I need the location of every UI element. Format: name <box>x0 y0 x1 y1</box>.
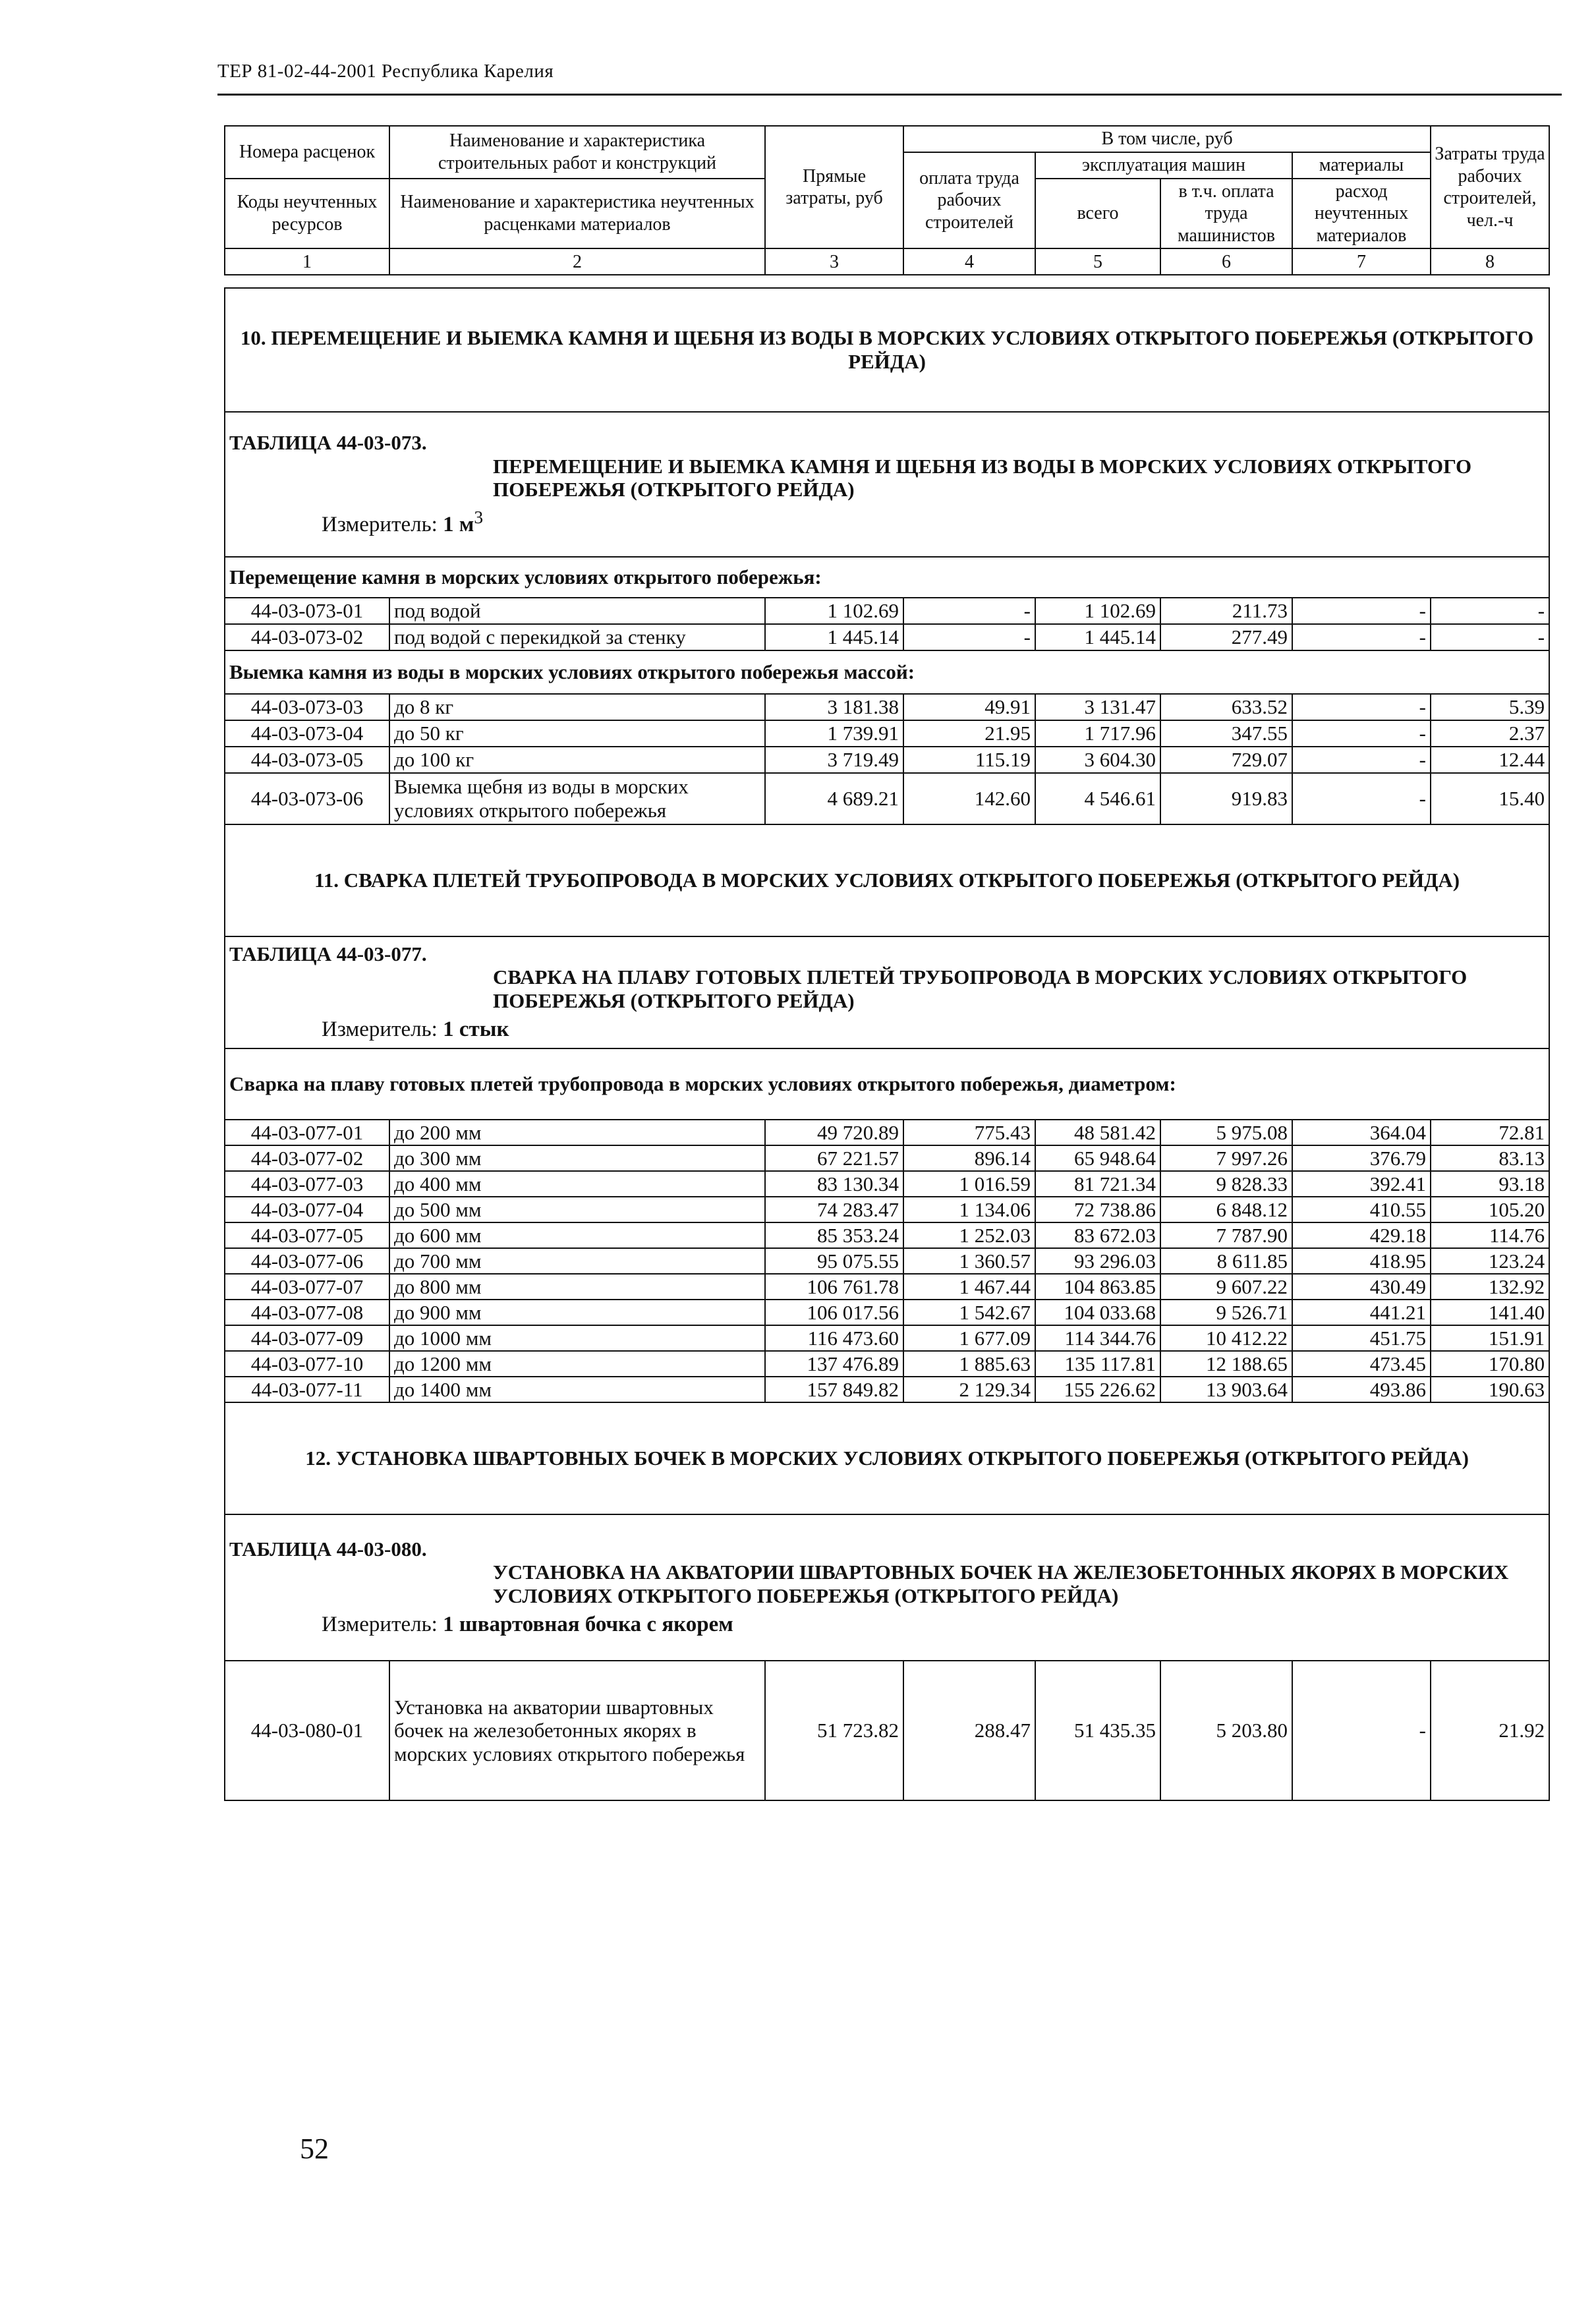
table-44-03-080-caption <box>225 1514 1549 1661</box>
work-name: до 500 мм <box>389 1197 765 1222</box>
labor-costs: 114.76 <box>1431 1222 1549 1248</box>
wage-workers: 1 677.09 <box>903 1325 1035 1351</box>
header-unaccounted-materials: расход неучтенных материалов <box>1292 179 1431 249</box>
wage-workers: 1 542.67 <box>903 1300 1035 1325</box>
direct-costs: 4 689.21 <box>765 773 903 824</box>
header-rates-numbers: Номера расценок <box>225 126 389 179</box>
measure-unit: Измеритель: 1 швартовная бочка с якорем <box>322 1613 733 1637</box>
machines-total: 51 435.35 <box>1035 1661 1160 1800</box>
rate-code: 44-03-073-03 <box>225 694 389 720</box>
materials-cost: 429.18 <box>1292 1222 1431 1248</box>
rate-code: 44-03-077-09 <box>225 1325 389 1351</box>
machinist-wage: 919.83 <box>1160 773 1292 824</box>
table-row <box>225 1351 1549 1377</box>
labor-costs: 21.92 <box>1431 1661 1549 1800</box>
labor-costs: 141.40 <box>1431 1300 1549 1325</box>
machines-total: 135 117.81 <box>1035 1351 1160 1377</box>
direct-costs: 95 075.55 <box>765 1248 903 1274</box>
table-row <box>225 747 1549 773</box>
rate-code: 44-03-077-11 <box>225 1377 389 1402</box>
table-row <box>225 1377 1549 1402</box>
measure-unit: Измеритель: 1 $м^3$ <box>322 506 484 536</box>
work-name: до 900 мм <box>389 1300 765 1325</box>
labor-costs: 15.40 <box>1431 773 1549 824</box>
materials-cost: - <box>1292 624 1431 650</box>
labor-costs: 123.24 <box>1431 1248 1549 1274</box>
machines-total: 93 296.03 <box>1035 1248 1160 1274</box>
materials-cost: - <box>1292 773 1431 824</box>
machines-total: 114 344.76 <box>1035 1325 1160 1351</box>
materials-cost: 376.79 <box>1292 1145 1431 1171</box>
header-resource-codes: Коды неучтенных ресурсов <box>225 179 389 249</box>
work-name: до 700 мм <box>389 1248 765 1274</box>
wage-workers: 1 885.63 <box>903 1351 1035 1377</box>
column-number: 1 <box>225 248 389 275</box>
direct-costs: 106 761.78 <box>765 1274 903 1300</box>
labor-costs: 12.44 <box>1431 747 1549 773</box>
header-including: В том числе, руб <box>903 126 1431 152</box>
materials-cost: - <box>1292 1661 1431 1800</box>
wage-workers: 1 016.59 <box>903 1171 1035 1197</box>
section-11-title: 11. СВАРКА ПЛЕТЕЙ ТРУБОПРОВОДА В МОРСКИХ УСЛОВИЯХ ОТКРЫТОГО ПОБЕРЕЖЬЯ (ОТКРЫТОГО РЕЙДА) <box>225 824 1549 936</box>
wage-workers: 142.60 <box>903 773 1035 824</box>
labor-costs: - <box>1431 624 1549 650</box>
table-row <box>225 720 1549 747</box>
direct-costs: 157 849.82 <box>765 1377 903 1402</box>
machinist-wage: 13 903.64 <box>1160 1377 1292 1402</box>
group-heading: Сварка на плаву готовых плетей трубопровода в морских условиях открытого побережья, диаметром: <box>225 1048 1549 1120</box>
labor-costs: 190.63 <box>1431 1377 1549 1402</box>
work-name: Установка на акватории швартовных бочек на железобетонных якорях в морских условиях открытого побережья <box>389 1661 765 1800</box>
machines-total: 155 226.62 <box>1035 1377 1160 1402</box>
rate-code: 44-03-077-02 <box>225 1145 389 1171</box>
table-row <box>225 1222 1549 1248</box>
rate-code: 44-03-073-04 <box>225 720 389 747</box>
direct-costs: 3 181.38 <box>765 694 903 720</box>
machines-total: 4 546.61 <box>1035 773 1160 824</box>
machinist-wage: 211.73 <box>1160 598 1292 624</box>
machines-total: 3 131.47 <box>1035 694 1160 720</box>
rate-code: 44-03-077-01 <box>225 1120 389 1145</box>
wage-workers: 115.19 <box>903 747 1035 773</box>
machinist-wage: 9 828.33 <box>1160 1171 1292 1197</box>
rates-table <box>224 287 1550 1801</box>
machinist-wage: 9 607.22 <box>1160 1274 1292 1300</box>
table-row <box>225 1274 1549 1300</box>
rate-code: 44-03-073-05 <box>225 747 389 773</box>
direct-costs: 67 221.57 <box>765 1145 903 1171</box>
work-name: до 1200 мм <box>389 1351 765 1377</box>
rate-code: 44-03-077-06 <box>225 1248 389 1274</box>
machines-total: 3 604.30 <box>1035 747 1160 773</box>
table-row <box>225 624 1549 650</box>
materials-cost: 410.55 <box>1292 1197 1431 1222</box>
labor-costs: 170.80 <box>1431 1351 1549 1377</box>
column-number: 3 <box>765 248 903 275</box>
wage-workers: 288.47 <box>903 1661 1035 1800</box>
direct-costs: 1 739.91 <box>765 720 903 747</box>
machines-total: 1 445.14 <box>1035 624 1160 650</box>
materials-cost: 418.95 <box>1292 1248 1431 1274</box>
labor-costs: 105.20 <box>1431 1197 1549 1222</box>
wage-workers: 1 360.57 <box>903 1248 1035 1274</box>
wage-workers: - <box>903 598 1035 624</box>
wage-workers: - <box>903 624 1035 650</box>
rate-code: 44-03-077-04 <box>225 1197 389 1222</box>
machines-total: 83 672.03 <box>1035 1222 1160 1248</box>
direct-costs: 49 720.89 <box>765 1120 903 1145</box>
work-name: под водой <box>389 598 765 624</box>
column-number: 4 <box>903 248 1035 275</box>
table-row <box>225 1300 1549 1325</box>
running-header: ТЕР 81-02-44-2001 Республика Карелия <box>217 61 554 82</box>
wage-workers: 49.91 <box>903 694 1035 720</box>
table-row <box>225 1145 1549 1171</box>
header-wage-workers: оплата труда рабочих строителей <box>903 152 1035 248</box>
wage-workers: 2 129.34 <box>903 1377 1035 1402</box>
table-row <box>225 773 1549 824</box>
labor-costs: 2.37 <box>1431 720 1549 747</box>
labor-costs: 83.13 <box>1431 1145 1549 1171</box>
header-machines-total: всего <box>1035 179 1160 249</box>
work-name: до 600 мм <box>389 1222 765 1248</box>
work-name: до 400 мм <box>389 1171 765 1197</box>
machinist-wage: 729.07 <box>1160 747 1292 773</box>
rate-code: 44-03-073-02 <box>225 624 389 650</box>
materials-cost: 473.45 <box>1292 1351 1431 1377</box>
machinist-wage: 10 412.22 <box>1160 1325 1292 1351</box>
column-number: 8 <box>1431 248 1549 275</box>
work-name: до 8 кг <box>389 694 765 720</box>
direct-costs: 137 476.89 <box>765 1351 903 1377</box>
work-name: под водой с перекидкой за стенку <box>389 624 765 650</box>
materials-cost: 441.21 <box>1292 1300 1431 1325</box>
header-direct-costs: Прямые затраты, руб <box>765 126 903 248</box>
table-title: УСТАНОВКА НА АКВАТОРИИ ШВАРТОВНЫХ БОЧЕК НА ЖЕЛЕЗОБЕТОННЫХ ЯКОРЯХ В МОРСКИХ УСЛОВИЯХ ОТКРЫТОГО ПОБЕРЕЖЬЯ (ОТКРЫТОГО РЕЙДА) <box>493 1561 1509 1607</box>
machines-total: 1 102.69 <box>1035 598 1160 624</box>
labor-costs: 72.81 <box>1431 1120 1549 1145</box>
rate-code: 44-03-077-03 <box>225 1171 389 1197</box>
measure-unit: Измеритель: 1 стык <box>322 1017 509 1042</box>
header-machine-operation: эксплуатация машин <box>1035 152 1292 179</box>
wage-workers: 775.43 <box>903 1120 1035 1145</box>
table-label: ТАБЛИЦА 44-03-073. <box>229 431 427 455</box>
materials-cost: - <box>1292 694 1431 720</box>
wage-workers: 1 252.03 <box>903 1222 1035 1248</box>
direct-costs: 74 283.47 <box>765 1197 903 1222</box>
work-name: до 800 мм <box>389 1274 765 1300</box>
group-heading: Перемещение камня в морских условиях открытого побережья: <box>225 557 1549 598</box>
machinist-wage: 7 997.26 <box>1160 1145 1292 1171</box>
machinist-wage: 9 526.71 <box>1160 1300 1292 1325</box>
column-header-table <box>224 125 1550 275</box>
header-material-name: Наименование и характеристика неучтенных расценками материалов <box>389 179 765 249</box>
materials-cost: - <box>1292 720 1431 747</box>
machines-total: 81 721.34 <box>1035 1171 1160 1197</box>
header-work-name: Наименование и характеристика строительных работ и конструкций <box>389 126 765 179</box>
table-row <box>225 1661 1549 1800</box>
machines-total: 48 581.42 <box>1035 1120 1160 1145</box>
direct-costs: 106 017.56 <box>765 1300 903 1325</box>
table-row <box>225 694 1549 720</box>
work-name: до 100 кг <box>389 747 765 773</box>
column-number: 6 <box>1160 248 1292 275</box>
wage-workers: 21.95 <box>903 720 1035 747</box>
machines-total: 1 717.96 <box>1035 720 1160 747</box>
wage-workers: 1 467.44 <box>903 1274 1035 1300</box>
rate-code: 44-03-077-08 <box>225 1300 389 1325</box>
column-numbers-row <box>225 248 1549 275</box>
table-44-03-077-caption <box>225 936 1549 1048</box>
materials-cost: - <box>1292 598 1431 624</box>
machinist-wage: 6 848.12 <box>1160 1197 1292 1222</box>
table-title: ПЕРЕМЕЩЕНИЕ И ВЫЕМКА КАМНЯ И ЩЕБНЯ ИЗ ВОДЫ В МОРСКИХ УСЛОВИЯХ ОТКРЫТОГО ПОБЕРЕЖЬЯ (ОТКРЫТОГО РЕЙДА) <box>493 454 1472 501</box>
materials-cost: 364.04 <box>1292 1120 1431 1145</box>
materials-cost: 430.49 <box>1292 1274 1431 1300</box>
machinist-wage: 347.55 <box>1160 720 1292 747</box>
rate-code: 44-03-080-01 <box>225 1661 389 1800</box>
wage-workers: 1 134.06 <box>903 1197 1035 1222</box>
work-name: до 1400 мм <box>389 1377 765 1402</box>
labor-costs: 151.91 <box>1431 1325 1549 1351</box>
header-rule <box>217 94 1562 96</box>
section-12-title: 12. УСТАНОВКА ШВАРТОВНЫХ БОЧЕК В МОРСКИХ УСЛОВИЯХ ОТКРЫТОГО ПОБЕРЕЖЬЯ (ОТКРЫТОГО РЕЙДА) <box>225 1402 1549 1514</box>
work-name: до 1000 мм <box>389 1325 765 1351</box>
direct-costs: 83 130.34 <box>765 1171 903 1197</box>
machines-total: 104 033.68 <box>1035 1300 1160 1325</box>
materials-cost: 451.75 <box>1292 1325 1431 1351</box>
work-name: до 200 мм <box>389 1120 765 1145</box>
machines-total: 65 948.64 <box>1035 1145 1160 1171</box>
page-number: 52 <box>300 2133 329 2165</box>
work-name: до 300 мм <box>389 1145 765 1171</box>
section-10-title: 10. ПЕРЕМЕЩЕНИЕ И ВЫЕМКА КАМНЯ И ЩЕБНЯ ИЗ ВОДЫ В МОРСКИХ УСЛОВИЯХ ОТКРЫТОГО ПОБЕРЕЖЬЯ (ОТКРЫТОГО РЕЙДА) <box>225 288 1549 412</box>
table-row <box>225 1171 1549 1197</box>
materials-cost: 392.41 <box>1292 1171 1431 1197</box>
table-label: ТАБЛИЦА 44-03-080. <box>229 1537 427 1561</box>
header-machinist-wage: в т.ч. оплата труда машинистов <box>1160 179 1292 249</box>
direct-costs: 51 723.82 <box>765 1661 903 1800</box>
table-44-03-073-caption <box>225 412 1549 557</box>
machinist-wage: 277.49 <box>1160 624 1292 650</box>
header-labor-costs: Затраты труда рабочих строителей, чел.-ч <box>1431 126 1549 248</box>
direct-costs: 85 353.24 <box>765 1222 903 1248</box>
labor-costs: - <box>1431 598 1549 624</box>
table-label: ТАБЛИЦА 44-03-077. <box>229 942 427 965</box>
header-materials: материалы <box>1292 152 1431 179</box>
direct-costs: 1 102.69 <box>765 598 903 624</box>
direct-costs: 1 445.14 <box>765 624 903 650</box>
column-number: 7 <box>1292 248 1431 275</box>
table-row <box>225 1248 1549 1274</box>
machinist-wage: 5 203.80 <box>1160 1661 1292 1800</box>
machines-total: 104 863.85 <box>1035 1274 1160 1300</box>
rate-code: 44-03-073-06 <box>225 773 389 824</box>
rate-code: 44-03-077-07 <box>225 1274 389 1300</box>
materials-cost: 493.86 <box>1292 1377 1431 1402</box>
machinist-wage: 7 787.90 <box>1160 1222 1292 1248</box>
table-row <box>225 1120 1549 1145</box>
direct-costs: 116 473.60 <box>765 1325 903 1351</box>
work-name: Выемка щебня из воды в морских условиях открытого побережья <box>389 773 765 824</box>
rate-code: 44-03-073-01 <box>225 598 389 624</box>
group-heading: Выемка камня из воды в морских условиях открытого побережья массой: <box>225 650 1549 694</box>
machinist-wage: 8 611.85 <box>1160 1248 1292 1274</box>
labor-costs: 5.39 <box>1431 694 1549 720</box>
rate-code: 44-03-077-05 <box>225 1222 389 1248</box>
machinist-wage: 633.52 <box>1160 694 1292 720</box>
table-row <box>225 1325 1549 1351</box>
machines-total: 72 738.86 <box>1035 1197 1160 1222</box>
machinist-wage: 5 975.08 <box>1160 1120 1292 1145</box>
table-title: СВАРКА НА ПЛАВУ ГОТОВЫХ ПЛЕТЕЙ ТРУБОПРОВОДА В МОРСКИХ УСЛОВИЯХ ОТКРЫТОГО ПОБЕРЕЖЬЯ (ОТКРЫТОГО РЕЙДА) <box>493 965 1468 1012</box>
work-name: до 50 кг <box>389 720 765 747</box>
column-number: 2 <box>389 248 765 275</box>
materials-cost: - <box>1292 747 1431 773</box>
wage-workers: 896.14 <box>903 1145 1035 1171</box>
machinist-wage: 12 188.65 <box>1160 1351 1292 1377</box>
labor-costs: 93.18 <box>1431 1171 1549 1197</box>
rate-code: 44-03-077-10 <box>225 1351 389 1377</box>
column-number: 5 <box>1035 248 1160 275</box>
table-row <box>225 1197 1549 1222</box>
table-row <box>225 598 1549 624</box>
labor-costs: 132.92 <box>1431 1274 1549 1300</box>
direct-costs: 3 719.49 <box>765 747 903 773</box>
